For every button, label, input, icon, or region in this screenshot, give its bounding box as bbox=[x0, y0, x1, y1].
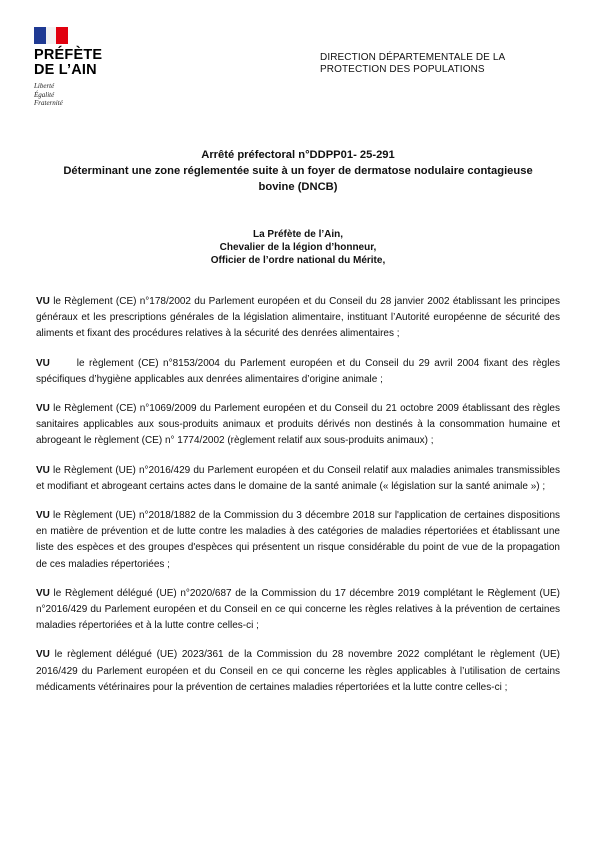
vu-paragraph bbox=[36, 508, 560, 573]
vu-text: le Règlement (UE) n°2018/1882 de la Commission du 3 décembre 2018 sur l'application de certaines dispositions en matière de prévention et de lutte contre les maladies à des catégories de maladies répertoriées et établissant une liste des espèces et des groupes d'espèces qui présentent un risque considérable du point de vue de la propagation de ces maladies répertoriées ; bbox=[36, 510, 560, 570]
department-line1: DIRECTION DÉPARTEMENTALE DE LA bbox=[320, 52, 506, 63]
department-line2: PROTECTION DES POPULATIONS bbox=[320, 64, 485, 75]
vu-label: VU bbox=[36, 296, 50, 307]
decree-title bbox=[36, 147, 560, 195]
authority-line1: La Préfète de l’Ain, bbox=[252, 229, 344, 240]
vu-paragraph bbox=[36, 647, 560, 696]
department-name bbox=[320, 52, 505, 76]
vu-label: VU bbox=[36, 357, 50, 369]
vu-label: VU bbox=[36, 587, 50, 599]
vu-text: le Règlement (UE) n°2016/429 du Parlement européen et du Conseil relatif aux maladies animales transmissibles et modifiant et abrogeant certains actes dans le domaine de la santé animale (« législation sur la santé animale ») ; bbox=[36, 464, 560, 492]
vu-text: le Règlement (CE) n°1069/2009 du Parlement européen et du Conseil du 21 octobre 2009 établissant des règles sanitaires applicables aux sous-produits animaux et produits dérivés non destinés à la consommation humaine et abrogeant le règlement (CE) n° 1774/2002 (règlement relatif aux sous-produits animaux) ; bbox=[36, 403, 560, 447]
vu-text: le règlement (CE) n°8153/2004 du Parlement européen et du Conseil du 29 avril 2004 fixant des règles spécifiques d’hygiène applicables aux denrées alimentaires d’origine animale ; bbox=[36, 357, 563, 385]
authority-line3: Officier de l’ordre national du Mérite, bbox=[210, 255, 386, 266]
decree-subject-line1: Déterminant une zone réglementée suite à un foyer de dermatose nodulaire contagieuse bbox=[63, 165, 533, 177]
vu-label: VU bbox=[36, 403, 50, 415]
flag-blue-band bbox=[34, 27, 46, 44]
vu-text: le Règlement délégué (UE) n°2020/687 de la Commission du 17 décembre 2019 complétant le Règlement (UE) n°2016/429 du Parlement européen et du Conseil en ce qui concerne les règles relatives à la prévention de certaines maladies répertoriées et à la lutte contre celles-ci ; bbox=[36, 587, 560, 632]
french-flag-icon bbox=[34, 27, 68, 44]
republic-motto bbox=[34, 82, 114, 108]
decree-number: Arrêté préfectoral n°DDPP01- 25-291 bbox=[201, 149, 395, 161]
decree-body bbox=[36, 294, 563, 709]
vu-paragraph bbox=[36, 356, 563, 388]
motto-liberte: Liberté bbox=[34, 82, 55, 90]
flag-white-band bbox=[46, 27, 56, 44]
vu-paragraph bbox=[36, 463, 560, 495]
motto-egalite: Égalité bbox=[34, 90, 55, 99]
vu-paragraph bbox=[36, 401, 560, 450]
decree-subject-line2: bovine (DNCB) bbox=[258, 181, 338, 193]
vu-paragraph bbox=[36, 586, 560, 635]
vu-text: le règlement délégué (UE) 2023/361 de la Commission du 28 novembre 2022 complétant le règlement (UE) 2016/429 du Parlement européen et du Conseil en ce qui concerne les règles applicables à l’utilisation de certains médicaments vétérinaires pour la prévention de certaines maladies répertoriées et la lutte contre celles-ci ; bbox=[36, 649, 560, 693]
motto-fraternite: Fraternité bbox=[34, 99, 63, 107]
vu-paragraph bbox=[36, 294, 560, 343]
vu-label: VU bbox=[36, 510, 50, 522]
authority-line2: Chevalier de la légion d’honneur, bbox=[219, 242, 377, 253]
flag-red-band bbox=[56, 27, 68, 44]
vu-label: VU bbox=[36, 649, 50, 661]
prefecture-logo bbox=[34, 27, 114, 108]
vu-text: le Règlement (CE) n°178/2002 du Parlement européen et du Conseil du 28 janvier 2002 établissant les principes généraux et les prescriptions générales de la législation alimentaire, instituant l’Autorité européenne de sécurité des aliments et fixant des procédures relatives à la sécurité des denrées alimentaires ; bbox=[36, 296, 560, 340]
prefecture-name-line1: PRÉFÈTE bbox=[34, 47, 103, 63]
prefecture-name-line2: DE L’AIN bbox=[34, 62, 97, 78]
authority-block bbox=[36, 228, 560, 267]
vu-label: VU bbox=[36, 464, 50, 476]
